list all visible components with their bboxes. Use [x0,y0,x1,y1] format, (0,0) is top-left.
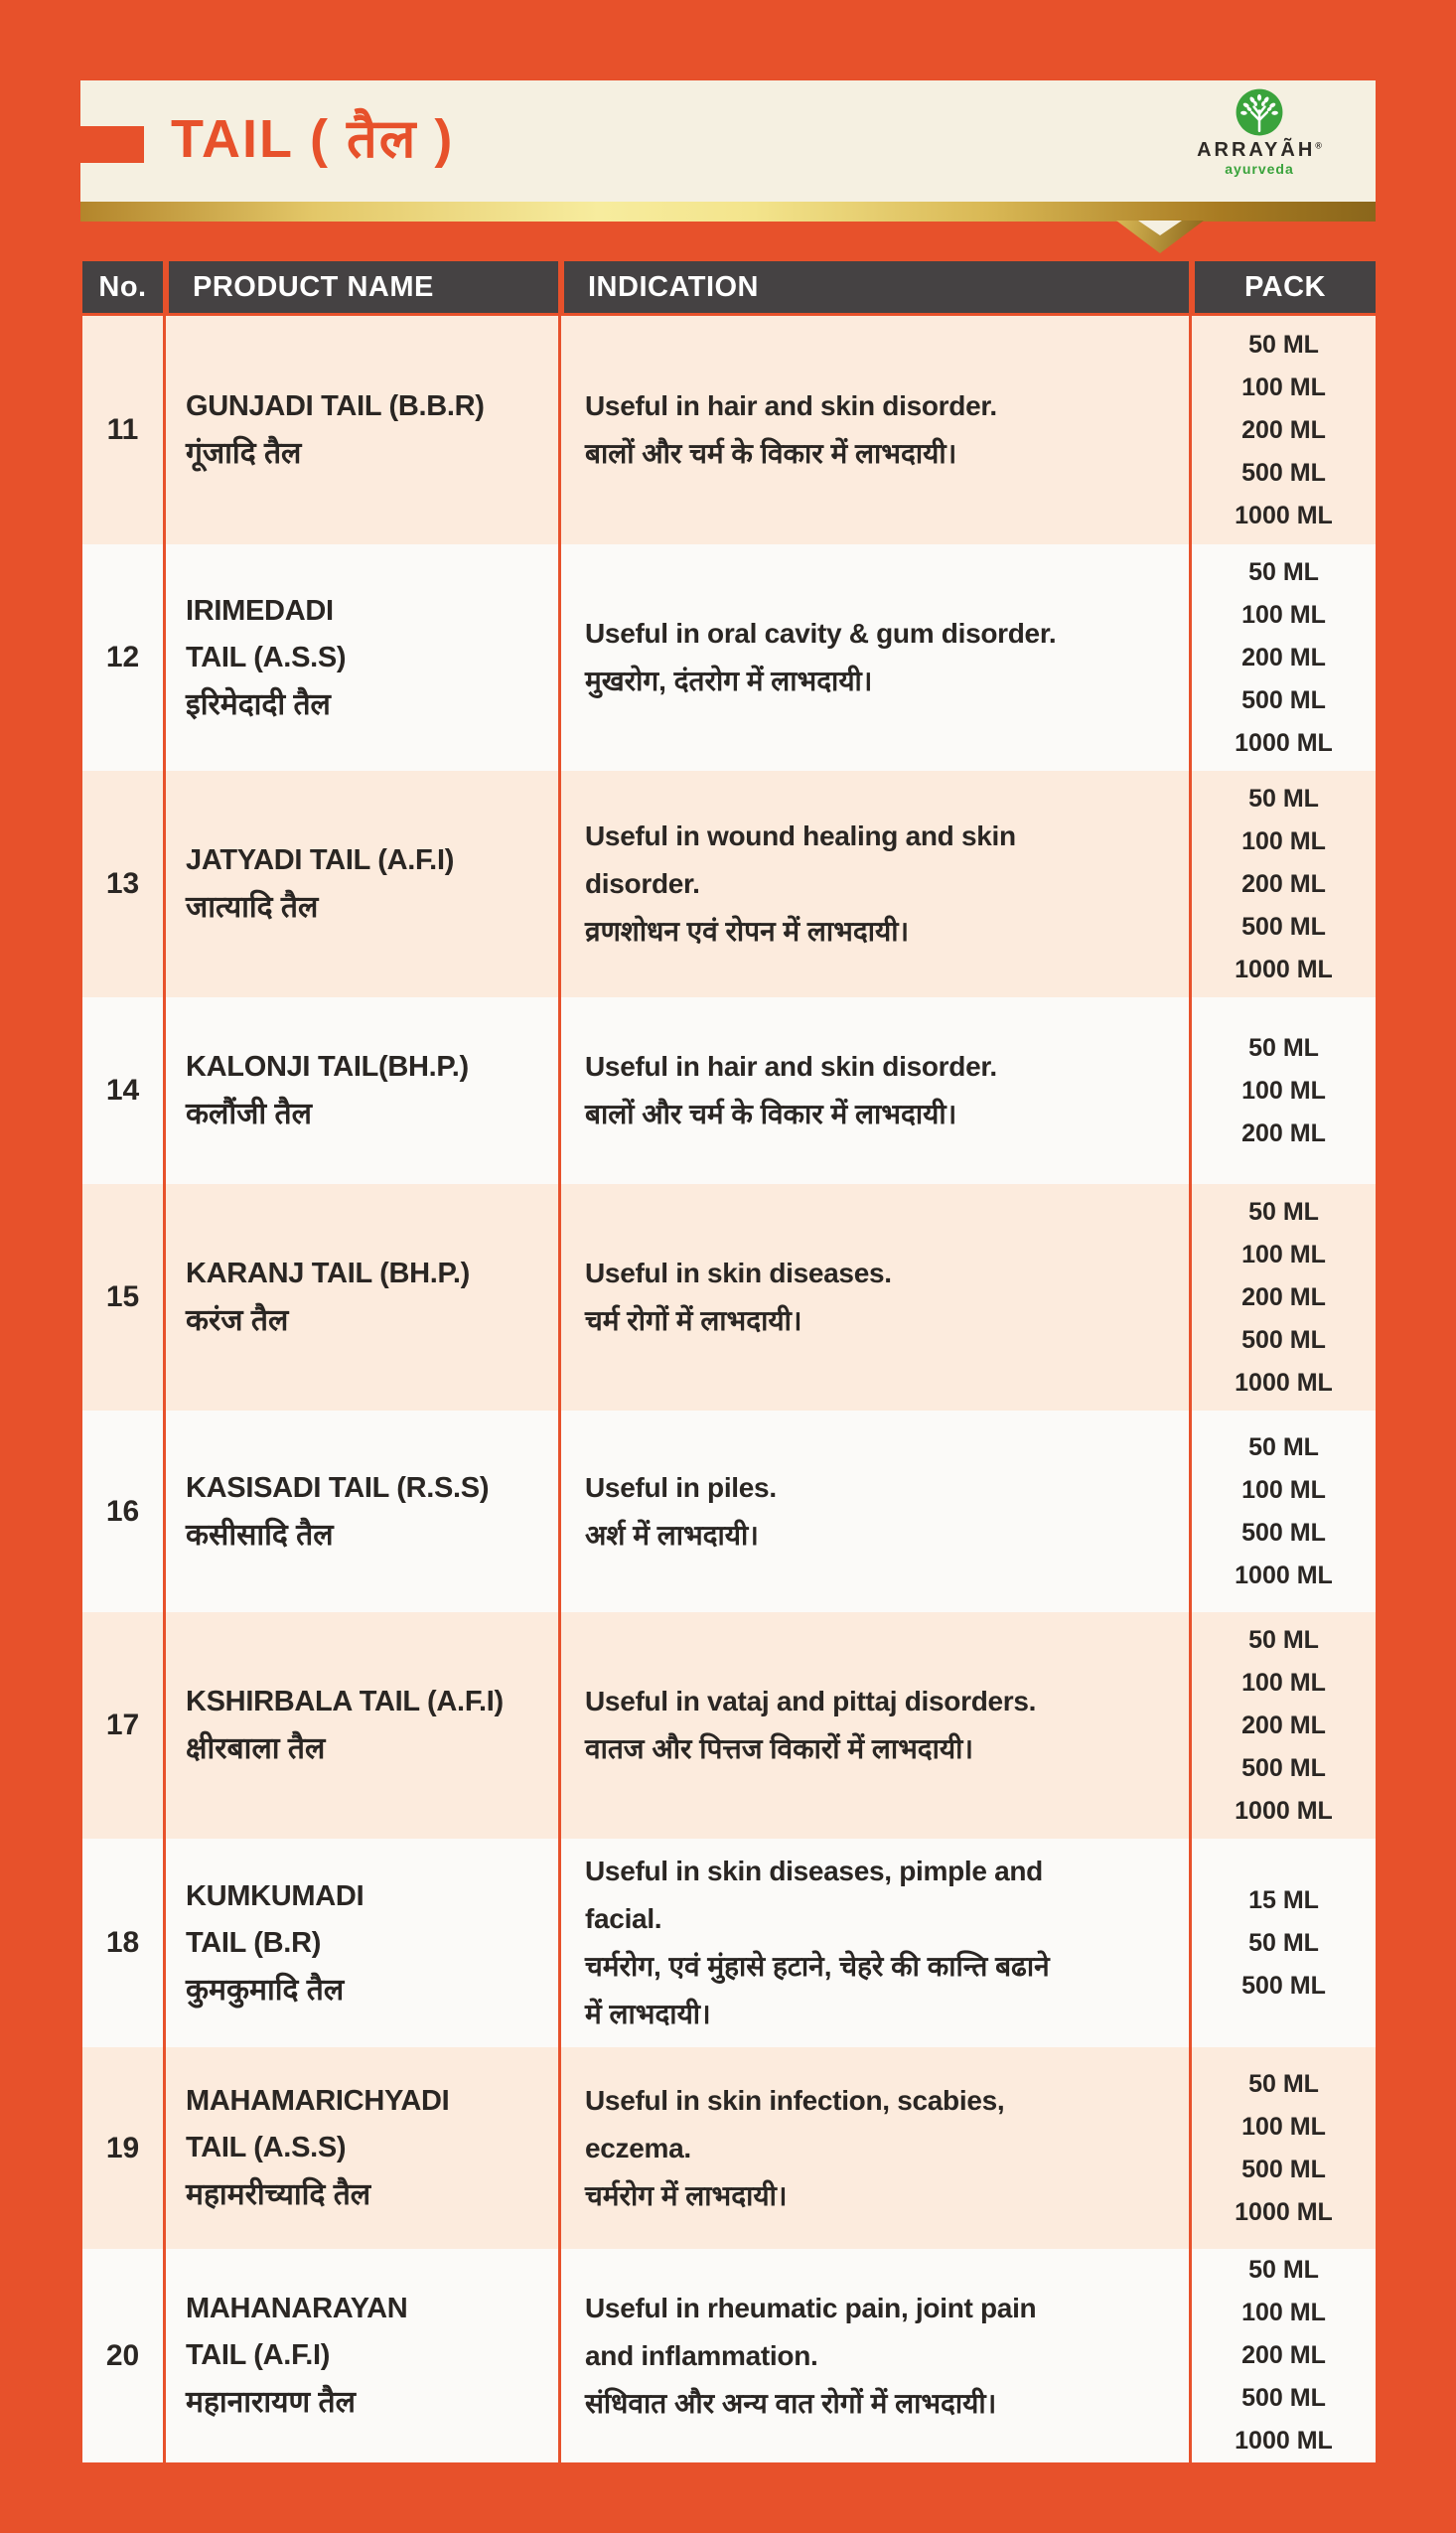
pack-size: 50 ML [1248,1432,1319,1461]
indication-text-hindi: चर्म रोगों में लाभदायी। [585,1305,802,1336]
pack-size: 100 ML [1241,600,1326,629]
table-header [82,261,1376,313]
table-row [82,997,1376,1184]
product-name-hindi: इरिमेदादी तैल [186,687,331,721]
pack-size: 100 ML [1241,1475,1326,1504]
indication-text-hindi: बालों और चर्म के विकार में लाभदायी। [585,438,957,469]
product-name: KUMKUMADI [186,1879,364,1912]
indication-text: Useful in vataj and pittaj disorders. [585,1686,1037,1716]
brand-name: ARRAYÃH® [1197,139,1322,161]
product-name-cell [163,997,558,1184]
product-name: KASISADI TAIL (R.S.S) [186,1471,490,1504]
pack-list [1189,316,1376,544]
table-row [82,2047,1376,2249]
pack-size: 200 ML [1241,1711,1326,1739]
row-number: 17 [105,1709,140,1741]
pack-size: 100 ML [1241,2299,1326,2326]
product-name-hindi: कुमकुमादि तैल [186,1973,345,2007]
row-number: 15 [105,1280,140,1313]
indication-text: Useful in skin diseases. [585,1258,892,1288]
indication-cell [558,2249,1189,2462]
header-cell-pack: PACK [1189,261,1376,313]
product-name-hindi: करंज तैल [186,1304,289,1337]
pack-size: 100 ML [1241,1240,1326,1268]
pack-size: 50 ML [1248,330,1319,359]
pack-size: 200 ML [1241,1282,1326,1311]
product-name-cell [163,771,558,997]
product-name: TAIL (B.R) [186,1926,322,1959]
pack-size: 1000 ML [1235,1796,1333,1825]
indication-text: Useful in rheumatic pain, joint pain [585,2292,1037,2323]
product-name: KALONJI TAIL(BH.P.) [186,1051,469,1083]
pack-size: 200 ML [1241,643,1326,671]
indication-cell [558,771,1189,997]
product-name-cell [163,2249,558,2462]
row-number: 20 [105,2338,140,2372]
registered-mark: ® [1315,140,1322,151]
indication-cell [558,2047,1189,2249]
indication-text-hindi: मुखरोग, दंतरोग में लाभदायी। [585,666,873,696]
product-name-cell [163,1411,558,1612]
indication-text-hindi: चर्मरोग में लाभदायी। [585,2179,788,2211]
pack-size: 1000 ML [1235,2197,1333,2226]
pack-list [1189,771,1376,997]
product-name: TAIL (A.S.S) [186,641,347,673]
row-number: 18 [105,1926,140,1959]
pack-size: 100 ML [1241,2112,1326,2141]
page-title: TAIL ( तैल ) [171,109,455,169]
product-name-hindi: महामरीच्यादि तैल [186,2178,371,2211]
product-name-cell [163,1839,558,2047]
table-row [82,544,1376,771]
pack-size: 50 ML [1248,1197,1319,1226]
indication-cell [558,1411,1189,1612]
pack-size: 500 ML [1241,2384,1326,2412]
product-name-hindi: कसीसादि तैल [186,1518,334,1552]
pack-list [1189,544,1376,771]
indication-text: Useful in piles. [585,1471,777,1503]
pack-size: 1000 ML [1235,728,1333,757]
pack-size: 1000 ML [1235,1561,1333,1589]
product-name-hindi: जात्यादि तैल [186,891,319,924]
header-cell-no: No. [82,261,163,313]
indication-cell [558,316,1189,544]
pack-size: 50 ML [1248,1625,1319,1654]
pack-list [1189,2249,1376,2462]
pack-size: 500 ML [1241,458,1326,487]
pack-size: 15 ML [1248,1885,1319,1914]
product-name-cell [163,1612,558,1839]
table-row [82,1411,1376,1612]
pack-size: 50 ML [1248,1928,1319,1957]
pack-size: 100 ML [1241,1668,1326,1697]
table-row [82,316,1376,544]
pack-list [1189,1612,1376,1839]
pack-size: 200 ML [1241,415,1326,444]
indication-text: disorder. [585,868,700,899]
row-number: 16 [105,1494,140,1528]
pack-size: 500 ML [1241,1971,1326,2000]
indication-text: Useful in hair and skin disorder. [585,1051,997,1082]
table-body [82,316,1376,2462]
pack-list [1189,997,1376,1184]
row-number: 14 [105,1074,140,1107]
brand-logo [1190,87,1329,176]
indication-text: Useful in skin diseases, pimple and [585,1856,1043,1886]
row-number: 13 [105,867,140,900]
pack-size: 50 ML [1248,2069,1319,2098]
table-row [82,771,1376,997]
row-number: 11 [106,413,139,446]
row-number: 12 [105,641,140,673]
pack-size: 200 ML [1241,869,1326,898]
product-name-hindi: क्षीरबाला तैल [186,1732,326,1765]
header-cell-indication: INDICATION [558,261,1189,313]
pack-size: 500 ML [1241,685,1326,714]
pack-size: 50 ML [1248,1033,1319,1062]
pack-size: 1000 ML [1235,501,1333,529]
indication-text-hindi: में लाभदायी। [585,1999,711,2029]
indication-text: Useful in hair and skin disorder. [585,390,997,421]
pack-size: 100 ML [1241,1076,1326,1105]
pack-size: 500 ML [1241,912,1326,941]
indication-text: and inflammation. [585,2339,818,2371]
product-name-cell [163,1184,558,1411]
indication-cell [558,1184,1189,1411]
pack-size: 500 ML [1241,1753,1326,1782]
tree-icon [1190,87,1329,137]
indication-text: eczema. [585,2132,691,2163]
indication-text-hindi: चर्मरोग, एवं मुंहासे हटाने, चेहरे की कान्ति बढाने [585,1951,1050,1982]
indication-cell [558,544,1189,771]
pack-size: 100 ML [1241,372,1326,401]
indication-text: facial. [585,1903,662,1934]
product-name-cell [163,316,558,544]
product-name-hindi: गूंजादि तैल [186,437,302,470]
table-row [82,1612,1376,1839]
brand-tagline: ayurveda [1225,161,1294,177]
product-name: JATYADI TAIL (A.F.I) [186,844,455,876]
indication-text: Useful in wound healing and skin [585,820,1016,851]
indication-text-hindi: व्रणशोधन एवं रोपन में लाभदायी। [585,916,910,947]
pack-size: 1000 ML [1235,955,1333,983]
indication-text-hindi: संधिवात और अन्य वात रोगों में लाभदायी। [585,2387,997,2419]
indication-cell [558,1839,1189,2047]
indication-cell [558,1612,1189,1839]
indication-text: Useful in oral cavity & gum disorder. [585,618,1057,649]
product-name-cell [163,544,558,771]
indication-text-hindi: अर्श में लाभदायी। [585,1519,759,1551]
product-name: GUNJADI TAIL (B.B.R) [186,390,485,422]
products-table [82,261,1376,2462]
indication-cell [558,997,1189,1184]
indication-text-hindi: वातज और पित्तज विकारों में लाभदायी। [585,1733,973,1764]
product-name: MAHANARAYAN [186,2293,408,2324]
gold-ribbon [80,202,1376,222]
product-name-cell [163,2047,558,2249]
product-name: TAIL (A.F.I) [186,2339,331,2371]
pack-size: 1000 ML [1235,1368,1333,1397]
row-number: 19 [105,2131,140,2164]
pack-size: 50 ML [1248,2256,1319,2284]
title-accent-tab [80,126,144,163]
pack-size: 1000 ML [1235,2427,1333,2455]
product-name: MAHAMARICHYADI [186,2085,450,2117]
product-name: KSHIRBALA TAIL (A.F.I) [186,1686,504,1717]
indication-text: Useful in skin infection, scabies, [585,2084,1005,2116]
table-row [82,2249,1376,2462]
pack-size: 200 ML [1241,2341,1326,2369]
pack-size: 200 ML [1241,1118,1326,1147]
product-name-hindi: महानारायण तैल [186,2386,356,2419]
table-row [82,1184,1376,1411]
pack-size: 500 ML [1241,2155,1326,2183]
product-name-hindi: कलौंजी तैल [186,1098,312,1130]
pack-size: 500 ML [1241,1325,1326,1354]
pack-size: 50 ML [1248,557,1319,586]
pack-size: 100 ML [1241,826,1326,855]
pack-list [1189,1184,1376,1411]
pack-size: 50 ML [1248,784,1319,813]
pack-list [1189,2047,1376,2249]
product-name: KARANJ TAIL (BH.P.) [186,1258,470,1289]
product-name: IRIMEDADI [186,594,334,627]
pack-size: 500 ML [1241,1518,1326,1547]
header-cell-product: PRODUCT NAME [163,261,558,313]
pack-list [1189,1411,1376,1612]
product-name: TAIL (A.S.S) [186,2132,347,2163]
table-row [82,1839,1376,2047]
pack-list [1189,1839,1376,2047]
indication-text-hindi: बालों और चर्म के विकार में लाभदायी। [585,1099,957,1129]
